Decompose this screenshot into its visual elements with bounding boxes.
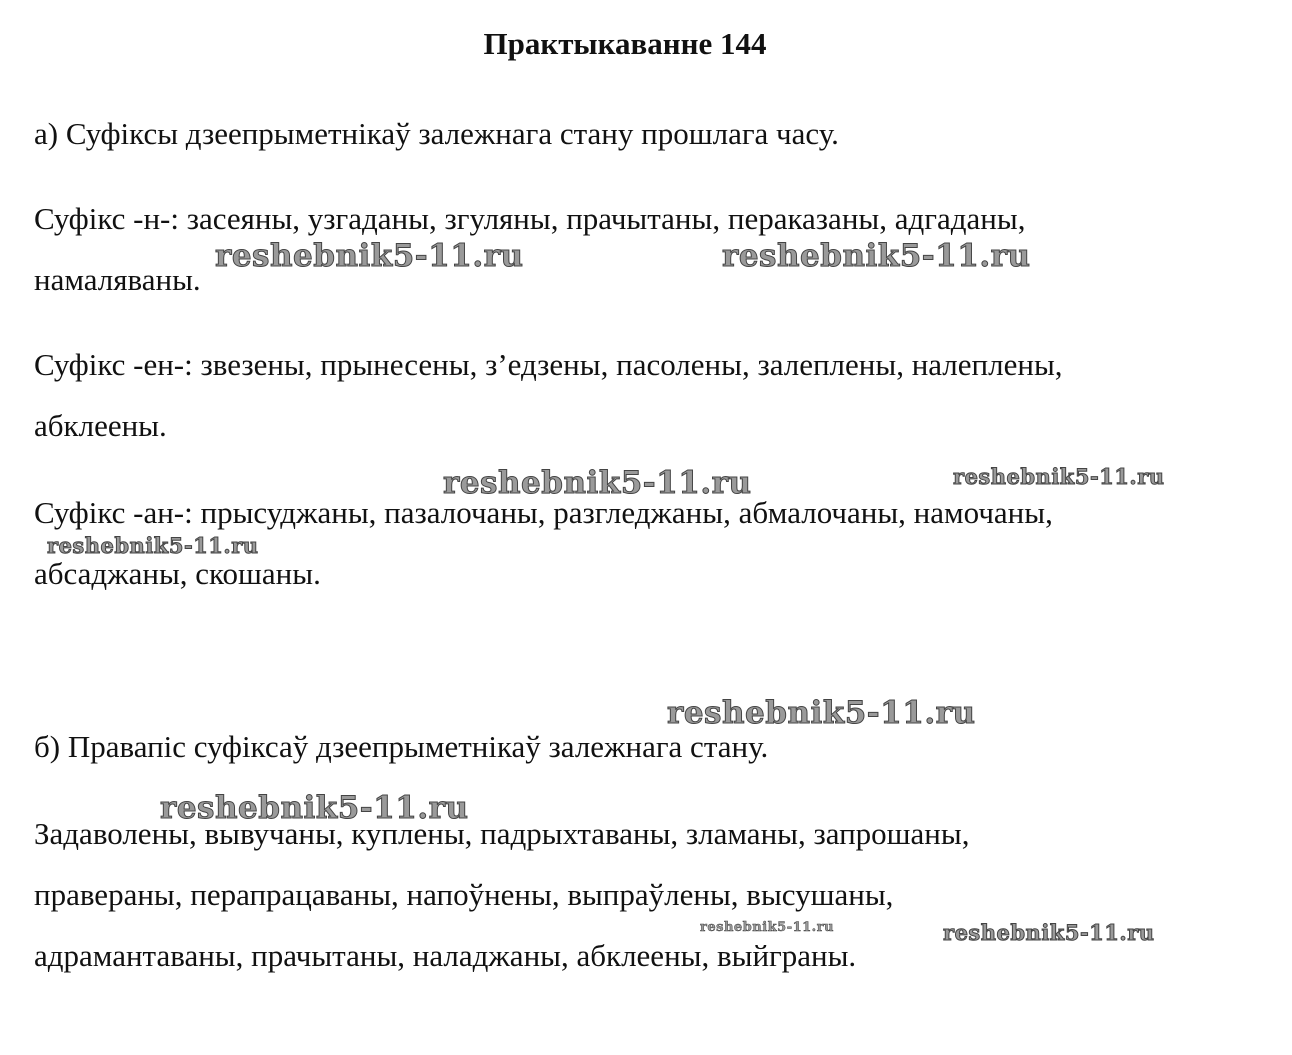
watermark: reshebnik5-11.ru: [443, 465, 752, 501]
watermark: reshebnik5-11.ru: [722, 238, 1031, 274]
suffix-an-line-1: Суфікс -ан-: прысуджаны, пазалочаны, разгледжаны, абмалочаны, намочаны,: [34, 495, 1053, 530]
watermark: reshebnik5-11.ru: [953, 464, 1165, 489]
watermark: reshebnik5-11.ru: [700, 920, 835, 935]
suffix-an-line-2: абсаджаны, скошаны.: [34, 556, 321, 591]
suffix-n-line-1: Суфікс -н-: засеяны, узгаданы, згуляны, прачытаны, пераказаны, адгаданы,: [34, 201, 1026, 236]
suffix-en-line-1: Суфікс -ен-: звезены, прынесены, з’едзены, пасолены, залеплены, налеплены,: [34, 347, 1063, 382]
page-title: Практыкаванне 144: [483, 26, 767, 61]
section-b-line-2: праверaны, перапрацаваны, напоўнены, выпраўлены, высушаны,: [34, 877, 894, 912]
watermark: reshebnik5-11.ru: [667, 695, 976, 731]
suffix-n-line-2: намаляваны.: [34, 262, 201, 297]
watermark: reshebnik5-11.ru: [47, 533, 259, 558]
section-a-heading: а) Суфіксы дзеепрыметнікаў залежнага стану прошлага часу.: [34, 116, 839, 151]
section-b-line-1: Задаволены, вывучаны, куплены, падрыхтаваны, зламаны, запрошаны,: [34, 816, 970, 851]
section-b-heading: б) Правапіс суфіксаў дзеепрыметнікаў залежнага стану.: [34, 729, 769, 764]
watermark: reshebnik5-11.ru: [215, 238, 524, 274]
section-b-line-3: адрамантаваны, прачытаны, наладжаны, абклеены, выйграны.: [34, 938, 857, 973]
suffix-en-line-2: абклеены.: [34, 408, 167, 443]
watermark: reshebnik5-11.ru: [160, 790, 469, 826]
watermark: reshebnik5-11.ru: [943, 920, 1155, 945]
